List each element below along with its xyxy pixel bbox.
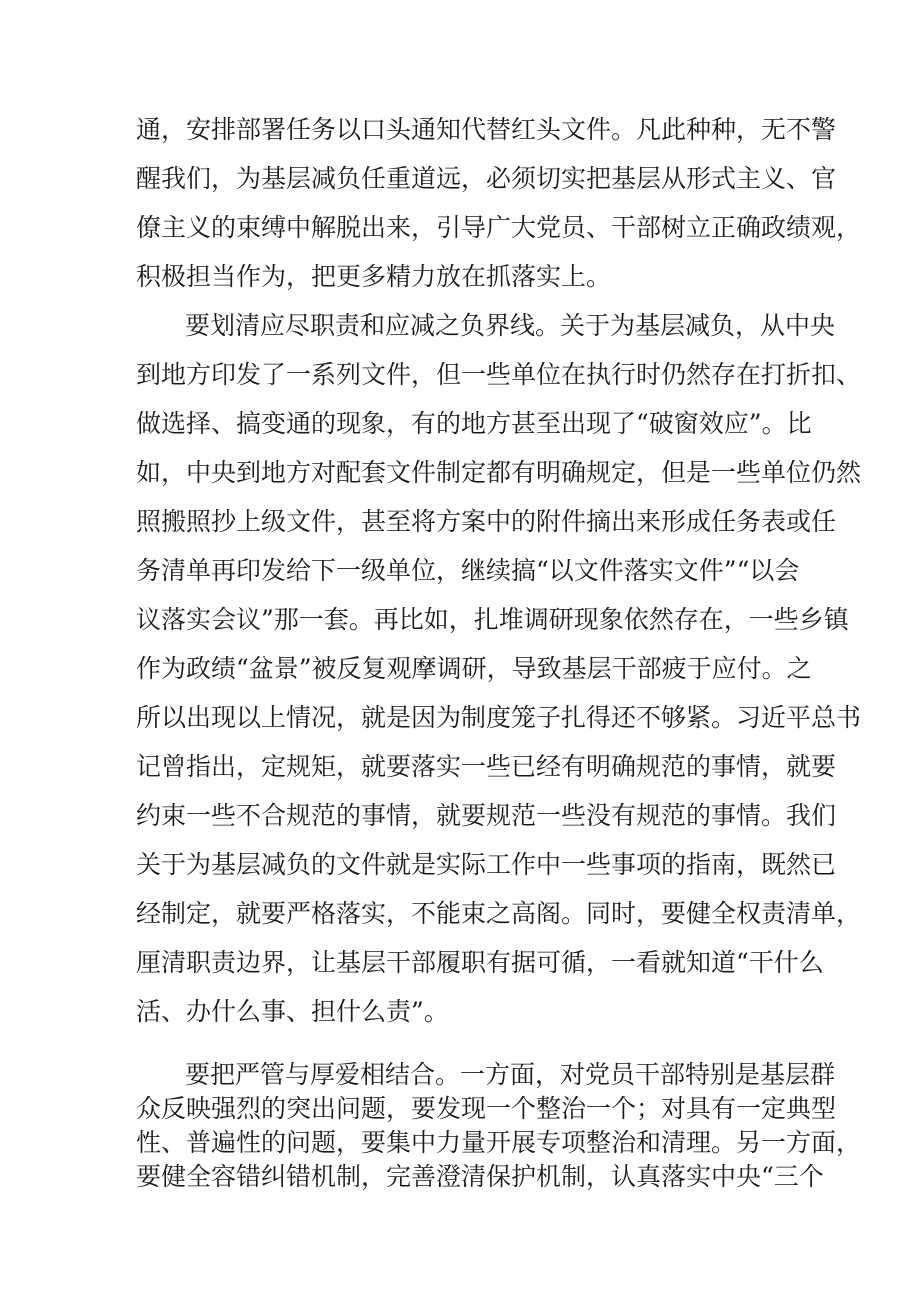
text-line: 照搬照抄上级文件，甚至将方案中的附件摘出来形成任务表或任 [136, 507, 837, 536]
text-line: 要健全容错纠错机制，完善澄清保护机制，认真落实中央“三个 [136, 1162, 824, 1191]
text-line: 务清单再印发给下一级单位，继续搞“以文件落实文件”“以会 [136, 556, 800, 585]
text-line: 僚主义的束缚中解脱出来，引导广大党员、干部树立正确政绩观， [136, 213, 862, 242]
text-line: 如，中央到地方对配套文件制定都有明确规定，但是一些单位仍然 [136, 458, 862, 487]
text-line: 积极担当作为，把更多精力放在抓落实上。 [136, 262, 612, 291]
text-line: 性、普遍性的问题，要集中力量开展专项整治和清理。另一方面， [136, 1128, 862, 1157]
text-line: 做选择、搞变通的现象，有的地方甚至出现了“破窗效应”。比 [136, 409, 812, 438]
text-line: 厘清职责边界，让基层干部履职有据可循，一看就知道“干什么 [136, 948, 824, 977]
text-line: 所以出现以上情况，就是因为制度笼子扎得还不够紧。习近平总书 [136, 703, 862, 732]
text-line: 到地方印发了一系列文件，但一些单位在执行时仍然存在打折扣、 [136, 360, 862, 389]
text-line: 要把严管与厚爱相结合。一方面，对党员干部特别是基层群 [185, 1060, 836, 1089]
text-line: 活、办什么事、担什么责”。 [136, 997, 449, 1026]
text-line: 约束一些不合规范的事情，就要规范一些没有规范的事情。我们 [136, 801, 837, 830]
text-line: 经制定，就要严格落实，不能束之高阁。同时，要健全权责清单， [136, 899, 862, 928]
text-line: 议落实会议”那一套。再比如，扎堆调研现象依然存在，一些乡镇 [136, 605, 849, 634]
text-line: 关于为基层减负的文件就是实际工作中一些事项的指南，既然已 [136, 850, 837, 879]
text-line: 要划清应尽职责和应减之负界线。关于为基层减负，从中央 [185, 311, 836, 340]
text-line: 众反映强烈的突出问题，要发现一个整治一个；对具有一定典型 [136, 1094, 837, 1123]
text-line: 作为政绩“盆景”被反复观摩调研，导致基层干部疲于应付。之 [136, 654, 812, 683]
text-line: 醒我们，为基层减负任重道远，必须切实把基层从形式主义、官 [136, 164, 837, 193]
text-line: 通，安排部署任务以口头通知代替红头文件。凡此种种，无不警 [136, 115, 837, 144]
text-line: 记曾指出，定规矩，就要落实一些已经有明确规范的事情，就要 [136, 752, 837, 781]
